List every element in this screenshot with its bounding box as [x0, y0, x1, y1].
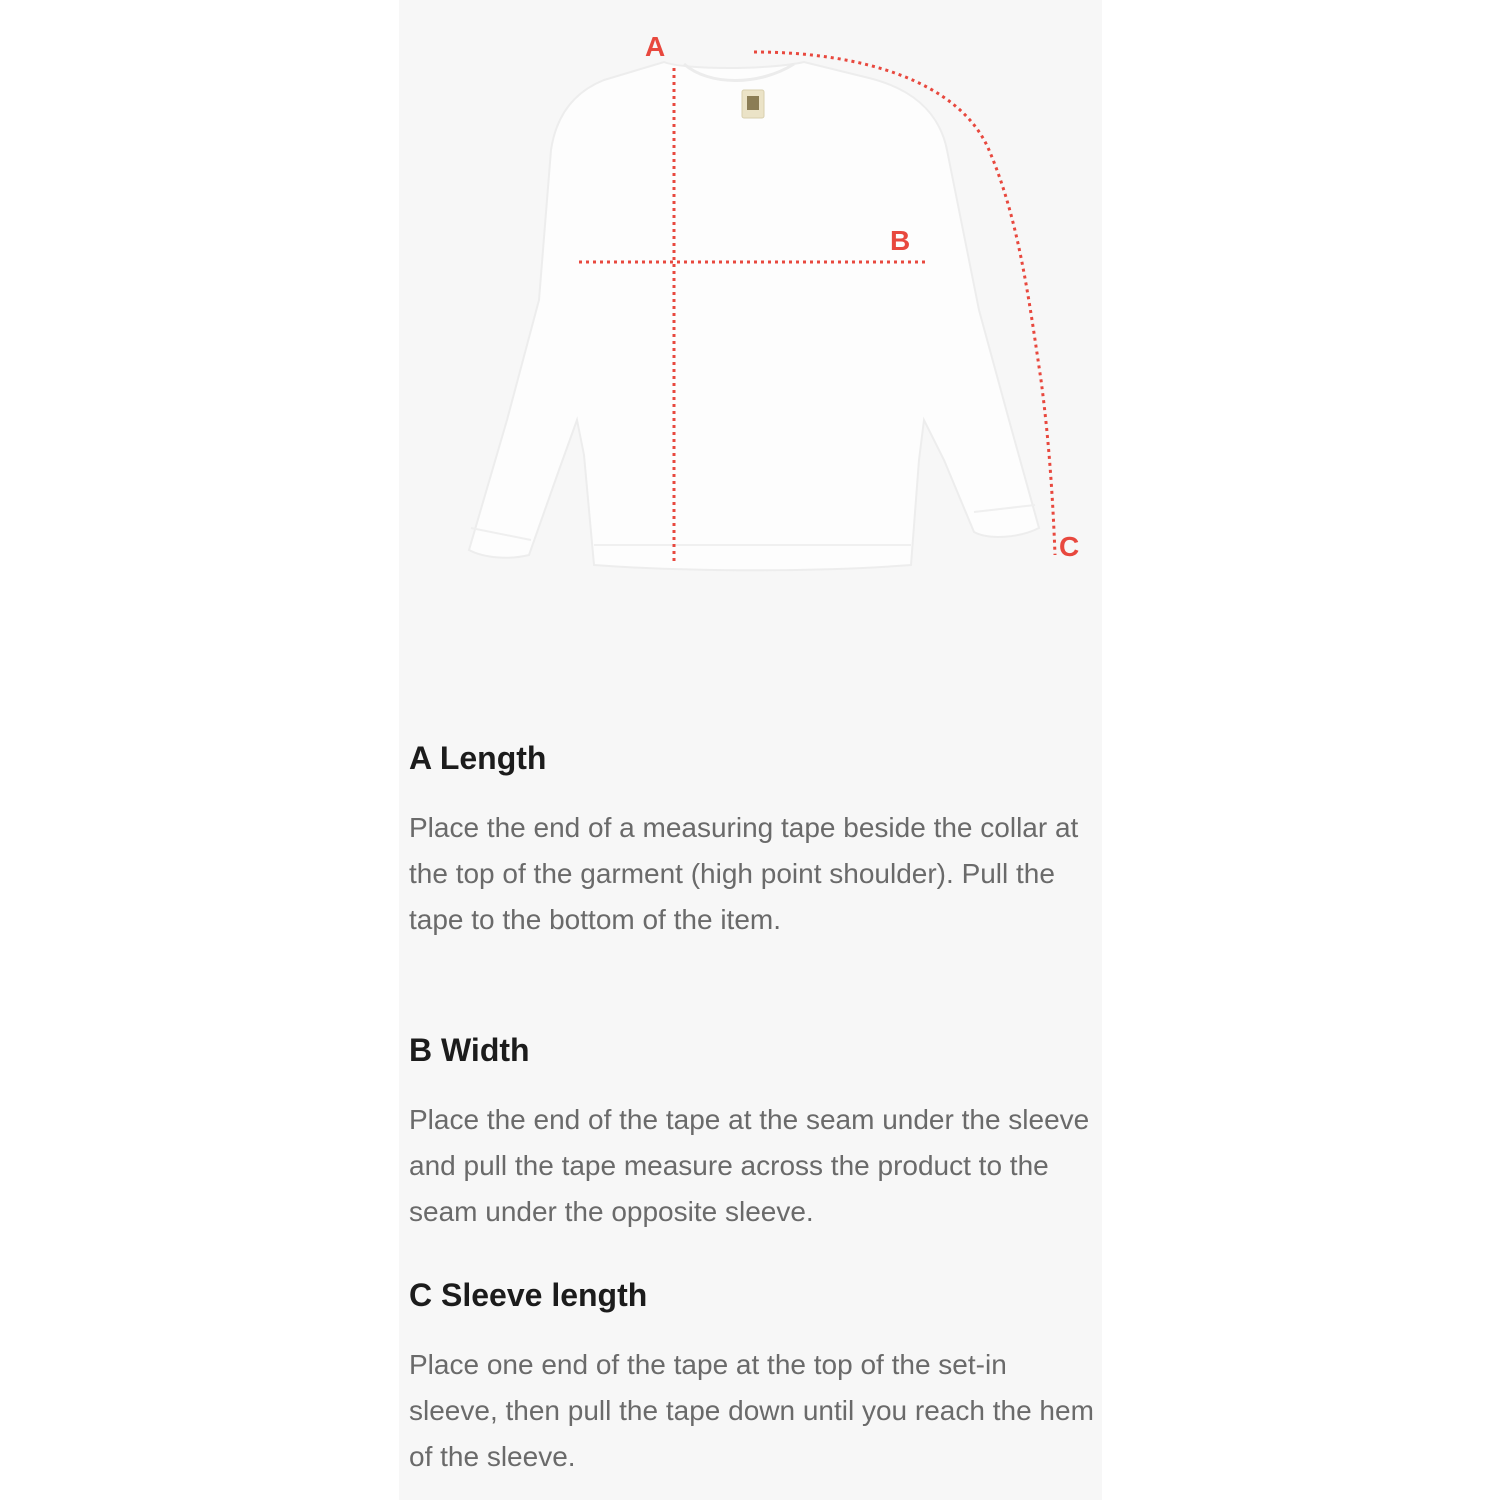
sleeve-length-section — [409, 1276, 1099, 1480]
sweatshirt-diagram-svg — [399, 0, 1102, 700]
width-heading: B Width — [409, 1032, 530, 1068]
sweatshirt-image — [469, 62, 1039, 570]
size-guide-panel — [399, 0, 1102, 1500]
sleeve-length-description: Place one end of the tape at the top of the set-in sleeve, then pull the tape down until you reach the hem of the sleeve. — [409, 1349, 1094, 1472]
measurement-diagram — [399, 0, 1102, 700]
marker-a: A — [645, 31, 666, 62]
width-description: Place the end of the tape at the seam under the sleeve and pull the tape measure across the product to the seam under the opposite sleeve. — [409, 1104, 1090, 1227]
length-heading: A Length — [409, 740, 547, 776]
width-section — [409, 1031, 1099, 1235]
length-section — [409, 739, 1099, 943]
sleeve-length-heading: C Sleeve length — [409, 1277, 648, 1313]
marker-b: B — [890, 225, 911, 256]
length-description: Place the end of a measuring tape beside the collar at the top of the garment (high point shoulder). Pull the tape to the bottom of the item. — [409, 812, 1079, 935]
marker-c: C — [1059, 531, 1080, 562]
